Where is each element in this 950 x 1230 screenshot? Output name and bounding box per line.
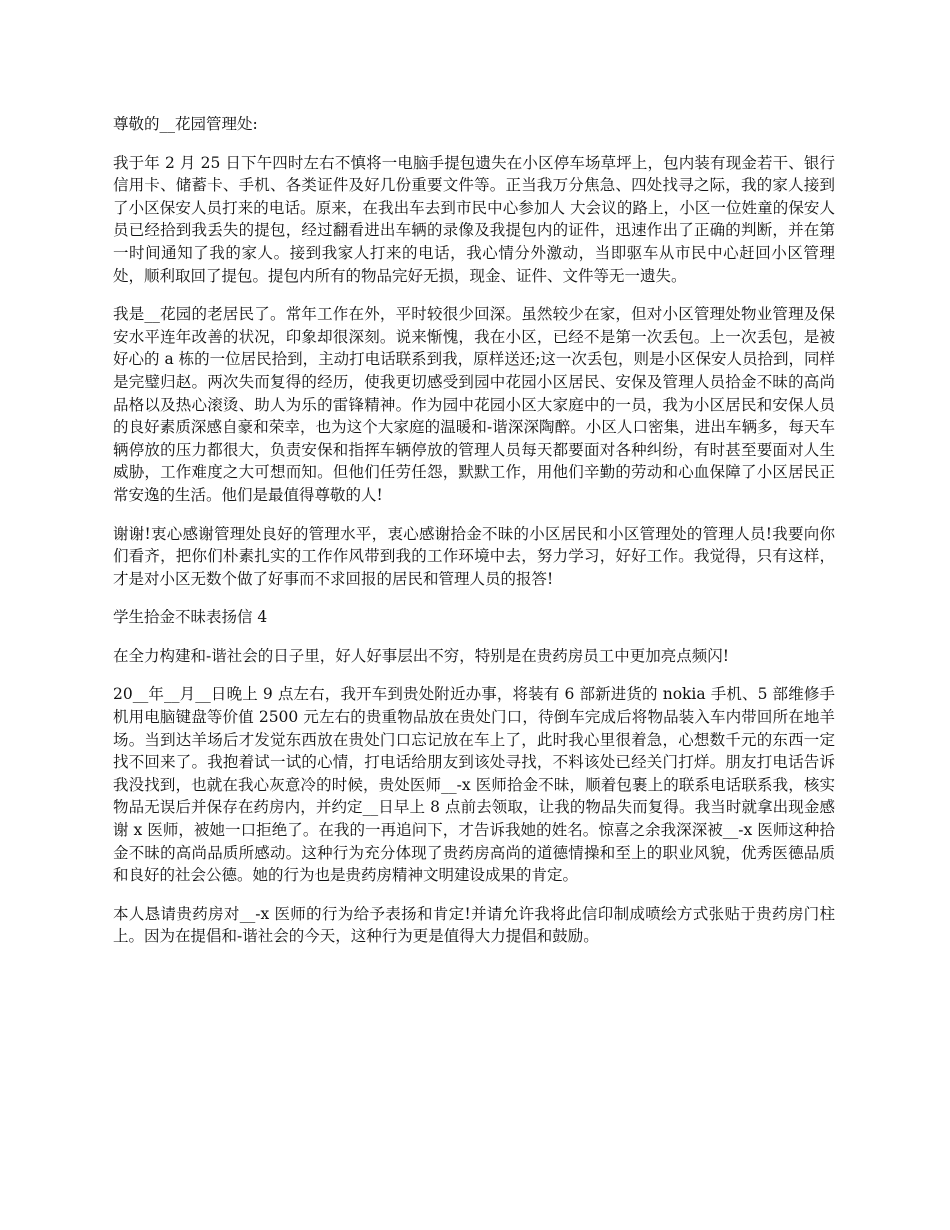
paragraph: 本人恳请贵药房对__-x 医师的行为给予表扬和肯定!并请允许我将此信印制成喷绘方式张贴于贵药房门柱上。因为在提倡和-谐社会的今天，这种行为更是值得大力提倡和鼓励。 xyxy=(113,904,835,946)
section-title: 学生拾金不昧表扬信 4 xyxy=(113,608,268,627)
paragraph: 我是__花园的老居民了。常年工作在外，平时较很少回深。虽然较少在家，但对小区管理处物业管理及保安水平连年改善的状况，印象却很深刻。说来惭愧，我在小区，已经不是第一次丢包。上一次丢包，是被好心的 a 栋的一位居民拾到，主动打电话联系到我，原样送还;这一次丢包，则是小区保安人员拾到，同样是完璧归赵。两次失而复得的经历，使我更切感受到园中花园小区居民、安保及管理人员拾金不昧的高尚品格以及热心滚烫、助人为乐的雷锋精神。作为园中花园小区大家庭中的一员，我为小区居民和安保人员的良好素质深感自豪和荣幸，也为这个大家庭的温暖和-谐深深陶醉。小区人口密集，进出车辆多，每天车辆停放的压力都很大，负责安保和指挥车辆停放的管理人员每天都要面对各种纠纷，有时甚至要面对人生威胁，工作难度之大可想而知。但他们任劳任怨，默默工作，用他们辛勤的劳动和心血保障了小区居民正常安逸的生活。他们是最值得尊敬的人! xyxy=(113,305,835,504)
paragraph: 20__年__月__日晚上 9 点左右，我开车到贵处附近办事，将装有 6 部新进货的 nokia 手机、5 部维修手机用电脑键盘等价值 2500 元左右的贵重物品放在贵处门口，待倒车完成后将物品装入车内带回所在地羊场。当到达羊场后才发觉东西放在贵处门口忘记放在车上了，此时我心里很着急，心想数千元的东西一定找不回来了。我抱着试一试的心情，打电话给朋友到该处寻找，不料该处已经关门打烊。朋友打电话告诉我没找到，也就在我心灰意冷的时候，贵处医师__-x 医师拾金不昧，顺着包裹上的联系电话联系我，核实物品无误后并保存在药房内，并约定__日早上 8 点前去领取，让我的物品失而复得。我当时就拿出现金感谢 x 医师，被她一口拒绝了。在我的一再追问下，才告诉我她的姓名。惊喜之余我深深被__-x 医师这种拾金不昧的高尚品质所感动。这种行为充分体现了贵药房高尚的道德情操和至上的职业风貌，优秀医德品质和良好的社会公德。她的行为也是贵药房精神文明建设成果的肯定。 xyxy=(113,685,835,885)
document-page xyxy=(113,113,835,964)
paragraph: 谢谢!衷心感谢管理处良好的管理水平，衷心感谢拾金不昧的小区居民和小区管理处的管理人员!我要向你们看齐，把你们朴素扎实的工作作风带到我的工作环境中去，努力学习，好好工作。我觉得，只有这样，才是对小区无数个做了好事而不求回报的居民和管理人员的报答! xyxy=(113,524,835,588)
paragraph: 在全力构建和-谐社会的日子里，好人好事层出不穷，特别是在贵药房员工中更加亮点频闪! xyxy=(113,646,729,665)
salutation: 尊敬的__花园管理处: xyxy=(113,115,258,133)
paragraph: 我于年 2 月 25 日下午四时左右不慎将一电脑手提包遗失在小区停车场草坪上，包内装有现金若干、银行信用卡、储蓄卡、手机、各类证件及好几份重要文件等。正当我万分焦急、四处找寻之际，我的家人接到了小区保安人员打来的电话。原来，在我出车去到市民中心参加人 大会议的路上，小区一位姓童的保安人员已经拾到我丢失的提包，经过翻看进出车辆的录像及我提包内的证件，迅速作出了正确的判断，并在第一时间通知了我的家人。接到我家人打来的电话，我心情分外激动，当即驱车从市民中心赶回小区管理处，顺利取回了提包。提包内所有的物品完好无损，现金、证件、文件等无一遗失。 xyxy=(113,153,835,285)
